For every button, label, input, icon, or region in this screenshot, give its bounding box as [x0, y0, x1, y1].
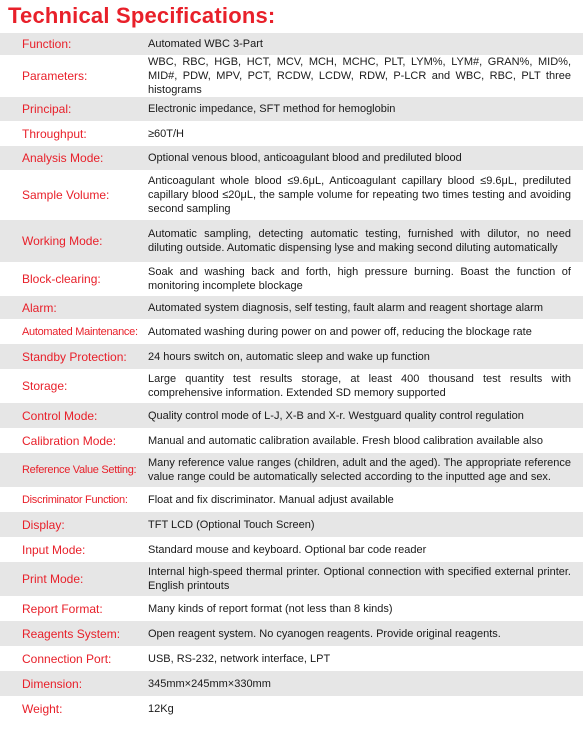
spec-row	[0, 55, 583, 97]
spec-label: Storage:	[22, 379, 68, 393]
spec-value: 345mm×245mm×330mm	[148, 677, 271, 690]
spec-value: Many reference value ranges (children, adult and the aged). The appropriate reference value range could be automatically selected according to the inputted age and sex.	[148, 457, 571, 483]
spec-row	[0, 369, 583, 403]
spec-value: TFT LCD (Optional Touch Screen)	[148, 518, 315, 531]
spec-label: Display:	[22, 517, 65, 532]
spec-row	[0, 170, 583, 220]
spec-value: Automated washing during power on and power off, reducing the blockage rate	[148, 325, 532, 338]
spec-row	[0, 146, 583, 170]
spec-label: Block-clearing:	[22, 272, 101, 286]
spec-label: Discriminator Function:	[22, 493, 128, 506]
spec-value: Standard mouse and keyboard. Optional bar code reader	[148, 543, 427, 556]
spec-label: Sample Volume:	[22, 188, 110, 202]
spec-row	[0, 403, 583, 428]
spec-row	[0, 121, 583, 146]
spec-label: Reagents System:	[22, 626, 121, 641]
spec-label: Function:	[22, 37, 72, 51]
spec-value: WBC, RBC, HGB, HCT, MCV, MCH, MCHC, PLT, LYM%, LYM#, GRAN%, MID%, MID#, PDW, MPV, PCT, RCDW, LCDW, RDW, P-LCR and WBC, RBC, PLT three histograms	[148, 56, 571, 96]
spec-row	[0, 220, 583, 262]
spec-row	[0, 487, 583, 512]
spec-value: Anticoagulant whole blood ≤9.6μL, Anticoagulant capillary blood ≤9.6μL, prediluted capillary blood ≤20μL, the sample volume for repeating two times testing and avoiding second sampling	[148, 175, 571, 215]
spec-value: USB, RS-232, network interface, LPT	[148, 652, 331, 665]
spec-label: Weight:	[22, 701, 63, 716]
spec-label: Analysis Mode:	[22, 151, 104, 165]
spec-label: Connection Port:	[22, 651, 112, 666]
spec-value: Automated WBC 3-Part	[148, 38, 263, 50]
spec-label: Print Mode:	[22, 572, 84, 586]
spec-label: Throughput:	[22, 126, 87, 141]
spec-row	[0, 428, 583, 453]
spec-row	[0, 344, 583, 369]
spec-value: 12Kg	[148, 702, 174, 715]
spec-row	[0, 621, 583, 646]
spec-value: Float and fix discriminator. Manual adjust available	[148, 493, 394, 506]
spec-label: Principal:	[22, 102, 72, 116]
spec-row	[0, 646, 583, 671]
spec-value: Automated system diagnosis, self testing, fault alarm and reagent shortage alarm	[148, 301, 543, 314]
spec-row	[0, 512, 583, 537]
spec-value: Many kinds of report format (not less than 8 kinds)	[148, 602, 393, 615]
spec-value: Open reagent system. No cyanogen reagents. Provide original reagents.	[148, 627, 501, 640]
spec-row	[0, 696, 583, 721]
spec-value: Automatic sampling, detecting automatic testing, furnished with dilutor, no need diluting outside. Automatic dispensing lyse and making second diluting automatically	[148, 228, 571, 254]
spec-row	[0, 33, 583, 55]
spec-row	[0, 262, 583, 296]
spec-value: Internal high-speed thermal printer. Optional connection with specified external printer. English printouts	[148, 566, 571, 592]
spec-table	[0, 33, 583, 721]
spec-row	[0, 537, 583, 562]
spec-label: Calibration Mode:	[22, 433, 117, 448]
spec-value: Manual and automatic calibration available. Fresh blood calibration available also	[148, 434, 544, 447]
spec-label: Input Mode:	[22, 542, 86, 557]
spec-row	[0, 319, 583, 344]
spec-label: Report Format:	[22, 601, 103, 616]
spec-label: Automated Maintenance:	[22, 325, 138, 338]
spec-label: Parameters:	[22, 69, 88, 83]
spec-value: Large quantity test results storage, at least 400 thousand test results with comprehensive information. Extended SD memory supported	[148, 373, 571, 399]
spec-row	[0, 562, 583, 596]
spec-row	[0, 596, 583, 621]
spec-value: Soak and washing back and forth, high pressure burning. Boast the function of monitoring incomplete blockage	[148, 266, 571, 292]
spec-row	[0, 671, 583, 696]
spec-label: Alarm:	[22, 300, 57, 315]
spec-label: Reference Value Setting:	[22, 464, 137, 476]
spec-value: 24 hours switch on, automatic sleep and wake up function	[148, 350, 430, 363]
spec-value: Optional venous blood, anticoagulant blood and prediluted blood	[148, 152, 462, 164]
spec-label: Working Mode:	[22, 234, 103, 248]
spec-value: Quality control mode of L-J, X-B and X-r. Westguard quality control regulation	[148, 409, 524, 422]
spec-label: Dimension:	[22, 676, 83, 691]
spec-label: Standby Protection:	[22, 349, 127, 364]
spec-label: Control Mode:	[22, 408, 98, 423]
spec-row	[0, 97, 583, 121]
spec-value: ≥60T/H	[148, 127, 184, 140]
page-title: Technical Specifications:	[8, 3, 276, 28]
spec-value: Electronic impedance, SFT method for hemoglobin	[148, 103, 396, 115]
spec-row	[0, 296, 583, 319]
spec-row	[0, 453, 583, 487]
